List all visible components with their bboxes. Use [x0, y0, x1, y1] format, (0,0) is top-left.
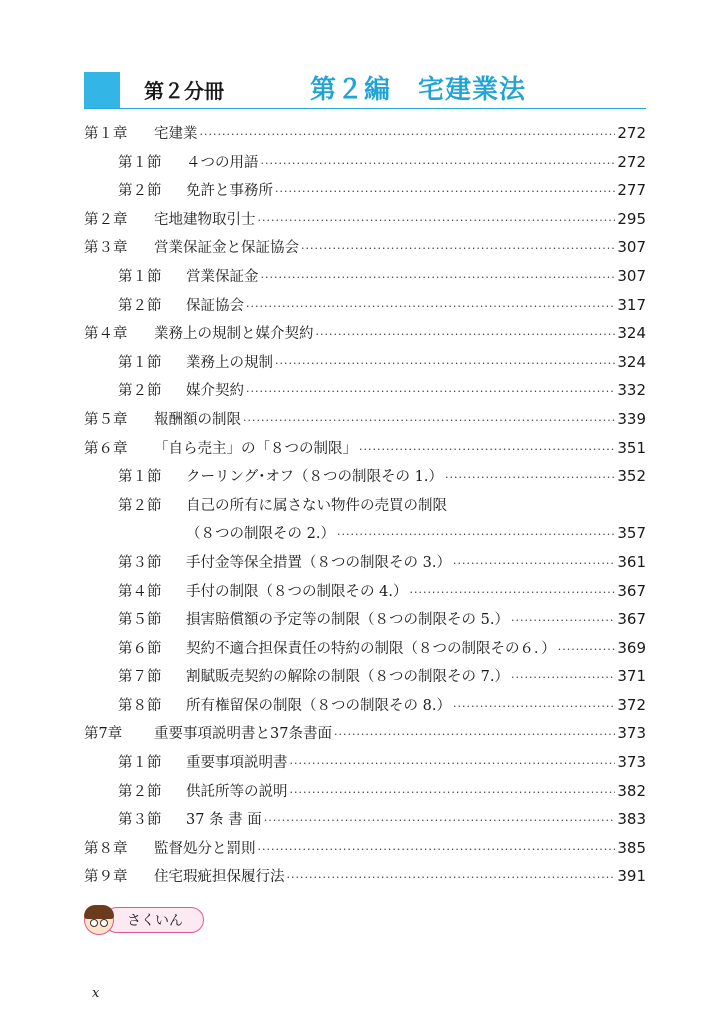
toc-entry[interactable]	[84, 208, 646, 237]
section-number: 第１節	[118, 469, 162, 486]
leader-dots	[359, 443, 615, 456]
toc-entry-title: 手付金等保全措置（８つの制限その 3.）	[186, 554, 451, 571]
toc-page-number: 382	[617, 781, 646, 800]
toc-entry[interactable]	[84, 837, 646, 866]
leader-dots	[301, 242, 615, 255]
toc-entry-title: 免許と事務所	[186, 183, 273, 200]
leader-dots	[445, 471, 615, 484]
table-of-contents	[84, 122, 646, 894]
leader-dots	[511, 614, 615, 627]
toc-entry[interactable]	[84, 780, 646, 809]
section-number: 第３節	[118, 812, 162, 829]
toc-entry[interactable]	[84, 351, 646, 380]
toc-page-number: 307	[617, 238, 646, 257]
index-label: さくいん	[104, 907, 204, 933]
toc-page-number: 372	[617, 695, 646, 714]
toc-page-number: 383	[617, 810, 646, 829]
section-number: 第４節	[118, 583, 162, 600]
section-number: 第１節	[118, 354, 162, 371]
chapter-number: 第7章	[84, 726, 123, 743]
toc-page-number: 361	[617, 552, 646, 571]
section-number: 第５節	[118, 612, 162, 629]
toc-page-number: 371	[617, 667, 646, 686]
section-number: 第３節	[118, 554, 162, 571]
toc-page-number: 373	[617, 753, 646, 772]
leader-dots	[200, 128, 616, 141]
toc-entry-title: クーリング･オフ（８つの制限その 1.）	[186, 469, 443, 486]
toc-page-number: 295	[617, 209, 646, 228]
toc-entry[interactable]	[84, 179, 646, 208]
section-number: 第２節	[118, 497, 162, 514]
toc-entry-title: 住宅瑕疵担保履行法	[154, 869, 285, 886]
toc-page-number: 339	[617, 409, 646, 428]
leader-dots	[258, 214, 616, 227]
toc-entry[interactable]	[84, 637, 646, 666]
toc-page-number: 277	[617, 181, 646, 200]
toc-page-number: 367	[617, 610, 646, 629]
section-number: 第８節	[118, 697, 162, 714]
leader-dots	[453, 557, 615, 570]
section-number: 第６節	[118, 640, 162, 657]
volume-label: 第２分冊	[144, 79, 224, 103]
toc-entry-title: 媒介契約	[186, 383, 244, 400]
toc-entry-title: 手付の制限（８つの制限その 4.）	[186, 583, 408, 600]
toc-page-number: 272	[617, 124, 646, 142]
leader-dots	[275, 357, 615, 370]
chapter-number: 第１章	[84, 126, 128, 142]
leader-dots	[453, 700, 615, 713]
toc-page-number: 367	[617, 581, 646, 600]
toc-entry-title: 業務上の規制と媒介契約	[154, 326, 314, 343]
chapter-number: 第３章	[84, 240, 128, 257]
toc-entry[interactable]	[84, 551, 646, 580]
section-number: 第１節	[118, 755, 162, 772]
toc-page-number: 373	[617, 724, 646, 743]
chapter-number: 第５章	[84, 411, 128, 428]
toc-entry-title: 営業保証金と保証協会	[154, 240, 299, 257]
toc-entry-title: 供託所等の説明	[186, 783, 288, 800]
chapter-number: 第８章	[84, 840, 128, 857]
toc-entry-title: 監督処分と罰則	[154, 840, 256, 857]
toc-page-number: 352	[617, 467, 646, 486]
section-number: 第２節	[118, 383, 162, 400]
toc-entry[interactable]	[84, 665, 646, 694]
section-number: 第１節	[118, 154, 162, 171]
section-number: 第７節	[118, 669, 162, 686]
toc-entry[interactable]	[84, 151, 646, 180]
leader-dots	[337, 528, 615, 541]
toc-entry[interactable]	[84, 437, 646, 466]
toc-page-number: 324	[617, 324, 646, 343]
leader-dots	[246, 300, 615, 313]
leader-dots	[511, 671, 615, 684]
toc-entry-title: 損害賠償額の予定等の制限（８つの制限その 5.）	[186, 612, 509, 629]
toc-page-number: 391	[617, 867, 646, 886]
toc-entry[interactable]	[84, 265, 646, 294]
toc-entry-title: 重要事項説明書	[186, 755, 288, 772]
leader-dots	[264, 814, 616, 827]
leader-dots	[261, 157, 616, 170]
toc-entry[interactable]	[84, 608, 646, 637]
leader-dots	[558, 643, 616, 656]
chapter-number: 第９章	[84, 869, 128, 886]
chapter-number: 第６章	[84, 440, 128, 457]
section-number: 第２節	[118, 297, 162, 314]
toc-page-number: 351	[617, 438, 646, 457]
toc-entry[interactable]	[84, 580, 646, 609]
character-avatar-icon	[84, 905, 114, 935]
leader-dots	[258, 843, 616, 856]
toc-entry[interactable]	[84, 236, 646, 265]
leader-dots	[275, 185, 615, 198]
header-color-block	[84, 72, 120, 108]
toc-entry-title: 37 条 書 面	[186, 812, 262, 829]
toc-entry[interactable]	[84, 751, 646, 780]
leader-dots	[243, 414, 615, 427]
toc-entry[interactable]	[84, 865, 646, 894]
toc-entry-title: 重要事項説明書と37条書面	[154, 726, 332, 743]
part-title: 第２編 宅建業法	[310, 75, 527, 105]
leader-dots	[409, 586, 615, 599]
toc-entry[interactable]	[84, 522, 646, 551]
toc-page-number: 332	[617, 381, 646, 400]
leader-dots	[261, 271, 616, 284]
index-link[interactable]	[84, 906, 204, 934]
chapter-number: 第４章	[84, 326, 128, 343]
section-number: 第２節	[118, 183, 162, 200]
toc-entry-title: 宅建業	[154, 126, 198, 142]
leader-dots	[316, 328, 616, 341]
toc-entry-title: 自己の所有に属さない物件の売買の制限	[186, 497, 447, 514]
toc-page-number: 272	[617, 152, 646, 171]
toc-entry[interactable]	[84, 294, 646, 323]
toc-entry-title: 割賦販売契約の解除の制限（８つの制限その 7.）	[186, 669, 509, 686]
toc-entry-title: 「自ら売主」の「８つの制限」	[154, 440, 357, 457]
page-number: x	[92, 986, 100, 1001]
toc-entry[interactable]	[84, 379, 646, 408]
section-number: 第２節	[118, 783, 162, 800]
toc-entry[interactable]	[84, 494, 646, 523]
toc-page-number: 307	[617, 266, 646, 285]
section-number: 第１節	[118, 268, 162, 285]
toc-entry[interactable]	[84, 694, 646, 723]
toc-entry-title: 所有権留保の制限（８つの制限その 8.）	[186, 697, 451, 714]
toc-entry[interactable]	[84, 322, 646, 351]
leader-dots	[290, 757, 616, 770]
toc-entry-title: 業務上の規制	[186, 354, 273, 371]
toc-entry[interactable]	[84, 808, 646, 837]
toc-entry-title: ４つの用語	[186, 154, 259, 171]
leader-dots	[246, 385, 615, 398]
toc-page-number: 357	[617, 524, 646, 543]
toc-page-number: 317	[617, 295, 646, 314]
leader-dots	[334, 728, 615, 741]
toc-entry-title: 報酬額の制限	[154, 411, 241, 428]
leader-dots	[287, 871, 616, 884]
toc-entry[interactable]	[84, 408, 646, 437]
toc-entry[interactable]	[84, 122, 646, 151]
chapter-number: 第２章	[84, 211, 128, 228]
toc-entry-title: 宅地建物取引士	[154, 211, 256, 228]
toc-entry[interactable]	[84, 722, 646, 751]
toc-page-number: 369	[617, 638, 646, 657]
toc-page-number: 324	[617, 352, 646, 371]
toc-entry-title: 契約不適合担保責任の特約の制限（８つの制限その６．）	[186, 640, 556, 657]
toc-entry-title: 保証協会	[186, 297, 244, 314]
toc-entry-title: （８つの制限その 2.）	[186, 526, 335, 543]
toc-entry[interactable]	[84, 465, 646, 494]
toc-entry-title: 営業保証金	[186, 268, 259, 285]
section-header	[84, 72, 646, 109]
leader-dots	[290, 786, 616, 799]
toc-page-number: 385	[617, 838, 646, 857]
